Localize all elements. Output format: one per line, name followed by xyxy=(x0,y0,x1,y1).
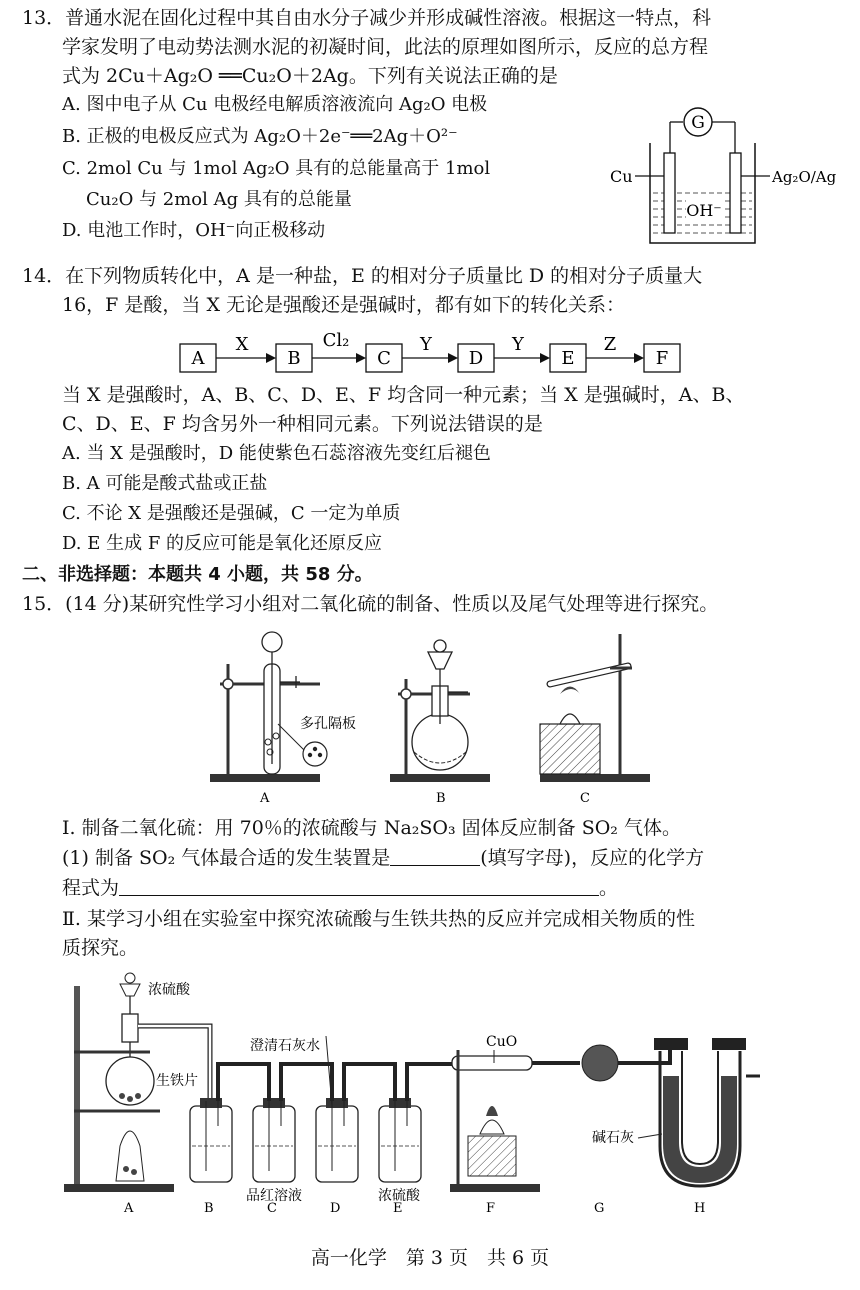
section-2-heading: 二、非选择题：本题共 4 小题，共 58 分。 xyxy=(22,564,373,585)
chain-arrow-3: Y xyxy=(420,334,432,355)
soda-lime-label: 碱石灰 xyxy=(592,1130,634,1146)
conversion-chain xyxy=(170,326,690,376)
experiment-apparatus-figure xyxy=(60,966,850,1228)
chain-arrow-4: Y xyxy=(512,334,524,355)
q13-line2: 学家发明了电动势法测水泥的初凝时间，此法的原理如图所示，反应的总方程 xyxy=(62,36,709,58)
apparatus-a-label: A xyxy=(260,791,270,806)
generator-apparatus-figure xyxy=(200,624,660,808)
limewater-label: 澄清石灰水 xyxy=(250,1038,320,1054)
ag2o-electrode-label: Ag₂O/Ag xyxy=(772,168,837,186)
letter-f: F xyxy=(486,1201,496,1216)
letter-d: D xyxy=(330,1201,341,1216)
battery-diagram xyxy=(600,98,850,253)
chain-box-e: E xyxy=(561,348,575,369)
q14-line4: C、D、E、F 均含另外一种相同元素。下列说法错误的是 xyxy=(62,413,543,435)
page-footer: 高一化学 第 3 页 共 6 页 xyxy=(310,1247,550,1269)
q15-part-ii-line2: 质探究。 xyxy=(62,937,139,959)
q13-option-b: B. 正极的电极反应式为 Ag₂O＋2e⁻══2Ag＋O²⁻ xyxy=(62,126,458,147)
cu-electrode-label: Cu xyxy=(610,167,633,186)
conc-sulfuric-label-a: 浓硫酸 xyxy=(148,982,190,998)
chain-box-a: A xyxy=(191,348,205,369)
chain-arrow-1: X xyxy=(235,334,249,355)
letter-b: B xyxy=(204,1201,214,1216)
porous-plate-label: 多孔隔板 xyxy=(300,716,356,732)
letter-g: G xyxy=(594,1201,605,1216)
oh-label: OH⁻ xyxy=(686,201,722,220)
q14-option-d: D. E 生成 F 的反应可能是氧化还原反应 xyxy=(62,533,383,554)
q14-line1: 14．在下列物质转化中，A 是一种盐，E 的相对分子质量比 D 的相对分子质量大 xyxy=(22,265,703,287)
magenta-solution-label: 品红溶液 xyxy=(246,1188,302,1204)
galvanometer-label: G xyxy=(691,113,705,133)
chain-box-b: B xyxy=(287,348,301,369)
q14-option-b: B. A 可能是酸式盐或正盐 xyxy=(62,473,268,494)
q13-line1: 13．普通水泥在固化过程中其自由水分子减少并形成碱性溶液。根据这一特点，科 xyxy=(22,7,712,29)
q13-option-c-line2: Cu₂O 与 2mol Ag 具有的总能量 xyxy=(86,189,352,210)
q15-q1-text-b: (填写字母)，反应的化学方 xyxy=(480,847,705,869)
iron-label: 生铁片 xyxy=(156,1073,198,1089)
q15-q1-line2 xyxy=(62,874,618,902)
chain-arrow-2: Cl₂ xyxy=(322,330,350,351)
q15-q1-text-d: 。 xyxy=(599,877,619,899)
q15-part-ii-line1: Ⅱ. 某学习小组在实验室中探究浓硫酸与生铁共热的反应并完成相关物质的性 xyxy=(62,908,695,930)
q14-option-a: A. 当 X 是强酸时，D 能使紫色石蕊溶液先变红后褪色 xyxy=(62,443,491,464)
q15-line1: 15．(14 分)某研究性学习小组对二氧化硫的制备、性质以及尾气处理等进行探究。 xyxy=(22,593,719,615)
letter-e: E xyxy=(393,1201,403,1216)
chain-arrow-5: Z xyxy=(603,334,617,355)
q13-line3: 式为 2Cu＋Ag₂O ══Cu₂O＋2Ag。下列有关说法正确的是 xyxy=(62,65,558,87)
chain-box-d: D xyxy=(468,348,484,369)
q15-q1-text-c: 程式为 xyxy=(62,877,120,899)
q15-part-i: Ⅰ. 制备二氧化硫：用 70％的浓硫酸与 Na₂SO₃ 固体反应制备 SO₂ 气体。 xyxy=(62,817,681,839)
apparatus-b-label: B xyxy=(436,791,446,806)
q14-option-c: C. 不论 X 是强酸还是强碱，C 一定为单质 xyxy=(62,503,401,524)
q15-q1-text-a: (1) 制备 SO₂ 气体最合适的发生装置是 xyxy=(62,847,391,869)
q13-option-a: A. 图中电子从 Cu 电极经电解质溶液流向 Ag₂O 电极 xyxy=(62,94,488,115)
letter-a: A xyxy=(124,1201,134,1216)
answer-blank-equation[interactable] xyxy=(119,877,599,896)
answer-blank-device[interactable] xyxy=(390,847,480,866)
q13-option-c-line1: C. 2mol Cu 与 1mol Ag₂O 具有的总能量高于 1mol xyxy=(62,158,491,179)
letter-h: H xyxy=(694,1201,706,1216)
chain-box-f: F xyxy=(655,348,669,369)
conc-sulfuric-label-e: 浓硫酸 xyxy=(378,1188,420,1204)
q14-line2: 16，F 是酸，当 X 无论是强酸还是强碱时，都有如下的转化关系： xyxy=(62,294,626,316)
letter-c: C xyxy=(267,1201,277,1216)
q14-line3: 当 X 是强酸时，A、B、C、D、E、F 均含同一种元素；当 X 是强碱时，A、B、 xyxy=(62,384,745,406)
q15-q1-line1 xyxy=(62,844,704,872)
apparatus-c-label: C xyxy=(580,791,590,806)
q13-option-d: D. 电池工作时，OH⁻向正极移动 xyxy=(62,220,326,241)
cuo-label: CuO xyxy=(486,1034,518,1050)
chain-box-c: C xyxy=(377,348,391,369)
